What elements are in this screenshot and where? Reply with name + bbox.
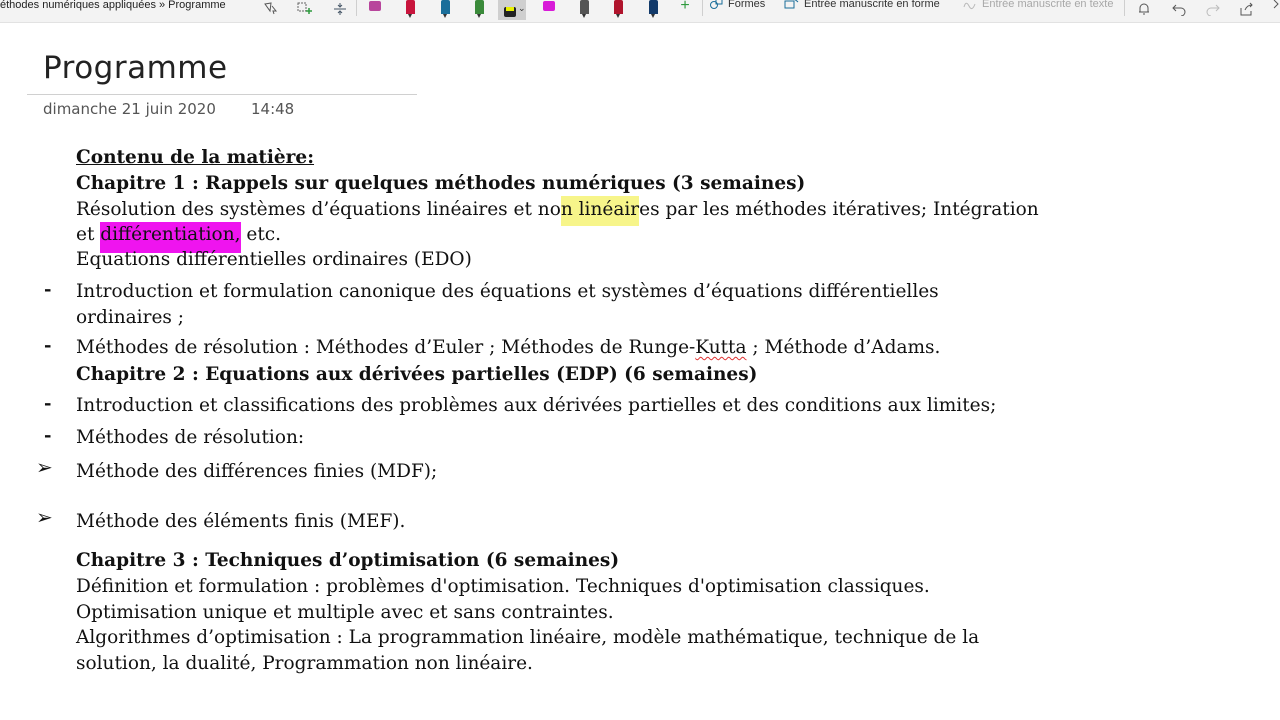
- share-icon[interactable]: [1238, 0, 1256, 18]
- insert-space-icon[interactable]: [331, 0, 349, 18]
- redo-icon[interactable]: [1204, 0, 1222, 18]
- pen-blue-icon[interactable]: [436, 0, 454, 18]
- page-title[interactable]: Programme: [43, 50, 228, 86]
- ink-to-shape-button[interactable]: [784, 0, 940, 13]
- breadcrumb[interactable]: éthodes numériques appliquées » Programme: [0, 0, 226, 11]
- chapter-2-subitem-mef[interactable]: Méthode des éléments finis (MEF).: [76, 511, 406, 532]
- chapter-3-line-2[interactable]: Optimisation unique et multiple avec et sans contraintes.: [76, 602, 614, 623]
- chapter-3-line-3[interactable]: Algorithmes d’optimisation : La programmation linéaire, modèle mathématique, technique de la: [76, 627, 980, 648]
- arrow-bullet-icon: ➢: [36, 455, 53, 479]
- text-segment: Méthodes de résolution : Méthodes d’Euler ; Méthodes de Runge-: [76, 337, 696, 358]
- spelling-error-word[interactable]: Kutta: [695, 337, 747, 358]
- pen-navy-icon[interactable]: [644, 0, 662, 18]
- notification-bell-icon[interactable]: [1135, 0, 1153, 18]
- undo-icon[interactable]: [1170, 0, 1188, 18]
- draw-toolbar: [0, 0, 1280, 23]
- chapter-2-bullet-2[interactable]: Méthodes de résolution:: [76, 427, 305, 448]
- add-pen-icon[interactable]: +: [680, 0, 690, 14]
- ink-to-shape-label: Entrée manuscrite en forme: [804, 0, 940, 10]
- chapter-3-title[interactable]: Chapitre 3 : Techniques d’optimisation (6 semaines): [76, 550, 620, 571]
- add-space-icon[interactable]: [296, 0, 314, 18]
- chapter-2-bullet-1[interactable]: Introduction et classifications des problèmes aux dérivées partielles et des conditions aux limites;: [76, 395, 997, 416]
- dash-bullet: -: [44, 393, 52, 414]
- ink-to-text-button[interactable]: [962, 0, 1113, 13]
- pen-gray-icon[interactable]: [575, 0, 593, 18]
- page-time: 14:48: [251, 100, 295, 118]
- chapter-3-line-4[interactable]: solution, la dualité, Programmation non linéaire.: [76, 653, 533, 674]
- title-divider: [27, 94, 417, 95]
- lasso-select-icon[interactable]: [262, 0, 280, 18]
- shapes-button[interactable]: [710, 0, 765, 13]
- text-segment: et: [76, 224, 101, 245]
- chapter-1-paragraph-line-1[interactable]: [76, 199, 1039, 220]
- eraser-icon[interactable]: [366, 0, 384, 18]
- text-segment: ; Méthode d’Adams.: [746, 337, 941, 358]
- ink-to-text-icon: [962, 0, 978, 10]
- chapter-1-edo-line[interactable]: Equations différentielles ordinaires (EDO): [76, 249, 472, 270]
- chapter-1-paragraph-line-2[interactable]: [76, 224, 281, 245]
- dash-bullet: -: [44, 335, 52, 356]
- chapter-1-bullet-1-line-2[interactable]: ordinaires ;: [76, 307, 185, 328]
- pen-darkred-icon[interactable]: [609, 0, 627, 18]
- highlighter-yellow-icon: [504, 2, 516, 12]
- highlighter-magenta-icon[interactable]: [540, 0, 558, 18]
- chevron-down-icon: ⌄: [518, 2, 526, 13]
- pen-green-icon[interactable]: [470, 0, 488, 18]
- page-date: dimanche 21 juin 2020: [43, 100, 216, 118]
- text-segment: Résolution des systèmes d’équations linéaires et no: [76, 199, 561, 220]
- ink-to-text-label: Entrée manuscrite en texte: [982, 0, 1114, 10]
- chapter-3-line-1[interactable]: Définition et formulation : problèmes d'optimisation. Techniques d'optimisation classiques.: [76, 576, 930, 597]
- text-segment: es par les méthodes itératives; Intégration: [639, 199, 1039, 220]
- dash-bullet: -: [44, 279, 52, 300]
- content-heading[interactable]: Contenu de la matière:: [76, 147, 315, 168]
- yellow-highlight: n linéair: [561, 196, 639, 226]
- highlighter-yellow-selected[interactable]: [498, 0, 526, 20]
- pen-red-icon[interactable]: [401, 0, 419, 18]
- shapes-icon: [710, 0, 724, 10]
- text-segment: etc.: [240, 224, 282, 245]
- more-icon[interactable]: [1268, 0, 1280, 14]
- dash-bullet: -: [44, 425, 52, 446]
- ink-to-shape-icon: [784, 0, 800, 10]
- chapter-1-title[interactable]: Chapitre 1 : Rappels sur quelques méthodes numériques (3 semaines): [76, 173, 806, 194]
- arrow-bullet-icon: ➢: [36, 505, 53, 529]
- chapter-2-subitem-mdf[interactable]: Méthode des différences finies (MDF);: [76, 461, 438, 482]
- shapes-label: Formes: [728, 0, 766, 10]
- chapter-1-bullet-2[interactable]: [76, 337, 940, 358]
- magenta-highlight: différentiation,: [100, 222, 240, 253]
- chapter-1-bullet-1-line-1[interactable]: Introduction et formulation canonique des équations et systèmes d’équations différentielles: [76, 281, 939, 302]
- chapter-2-title[interactable]: Chapitre 2 : Equations aux dérivées partielles (EDP) (6 semaines): [76, 364, 758, 385]
